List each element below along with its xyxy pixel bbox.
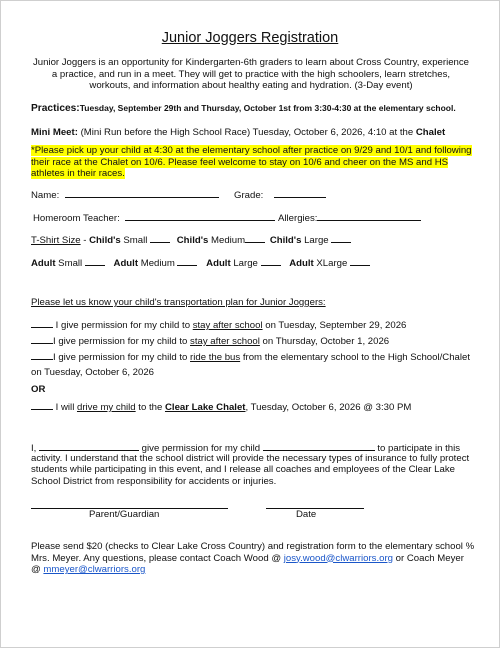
or-label: OR (31, 384, 46, 395)
child-small-size: Small (120, 235, 151, 246)
child-small-blank[interactable] (150, 234, 170, 243)
practices-label: Practices: (31, 103, 80, 114)
transport-heading: Please let us know your child's transportation plan for Junior Joggers: (31, 297, 326, 308)
pickup-note (31, 145, 473, 180)
transport-option-4[interactable] (31, 401, 411, 414)
allergies-label: Allergies: (278, 213, 318, 224)
allergies-field[interactable] (278, 212, 421, 225)
parent-label: Parent/Guardian (89, 509, 160, 520)
name-field[interactable] (31, 189, 219, 202)
tshirt-child-row (31, 234, 351, 247)
adult-small-blank[interactable] (85, 257, 105, 266)
permission-i: I, (31, 443, 37, 454)
adult-xlarge-size: XLarge (313, 258, 351, 269)
option-2-link: stay after school (190, 336, 260, 347)
allergies-blank[interactable] (317, 212, 421, 221)
transport-option-2[interactable] (31, 335, 389, 348)
mini-meet-line (31, 127, 445, 139)
adult-large-blank[interactable] (261, 257, 281, 266)
option-3-line2: on Tuesday, October 6, 2026 (31, 367, 155, 378)
adult-medium-blank[interactable] (177, 257, 197, 266)
adult-large-size: Large (230, 258, 261, 269)
tshirt-adult-row (31, 257, 370, 270)
footer-text-1: Please send $20 (checks to Clear Lake Cross Country) and registration form to the elementary school % Mrs. Meyer. Any questions, please contact Coach Wood @ (31, 541, 475, 564)
option-3-blank[interactable] (31, 351, 53, 360)
page-title: Junior Joggers Registration (161, 30, 339, 46)
adult-small-label: Adult (31, 258, 56, 269)
adult-xlarge-blank[interactable] (350, 257, 370, 266)
adult-small-size: Small (55, 258, 85, 269)
option-1-pre: I give permission for my child to (53, 320, 193, 331)
option-3-post: from the elementary school to the High School/Chalet (240, 352, 471, 363)
name-label: Name: (31, 190, 60, 201)
tshirt-dash: - (80, 235, 90, 246)
footer-paragraph (31, 541, 475, 576)
option-2-post: on Thursday, October 1, 2026 (259, 336, 390, 347)
option-4-mid: to the (135, 402, 165, 413)
parent-name-blank[interactable] (39, 442, 139, 451)
option-1-link: stay after school (192, 320, 263, 331)
intro-paragraph: Junior Joggers is an opportunity for Kindergarten-6th graders to learn about Cross Country, experience a practice, and run in a meet. They will get to practice with the high schoolers, learn stretches, workouts, and information about healthy eating and hydration. (3-Day event) (32, 57, 470, 91)
mini-meet-text: (Mini Run before the High School Race) Tuesday, October 6, 2026, 4:10 at the (77, 127, 416, 138)
adult-medium-size: Medium (138, 258, 178, 269)
option-4-post: , Tuesday, October 6, 2026 @ 3:30 PM (245, 402, 412, 413)
name-blank[interactable] (65, 189, 219, 198)
footer-text-2: or Coach Meyer @ (31, 552, 464, 575)
homeroom-blank[interactable] (125, 212, 275, 221)
grade-blank[interactable] (274, 189, 326, 198)
child-large-blank[interactable] (331, 234, 351, 243)
option-1-blank[interactable] (31, 319, 53, 328)
child-name-blank[interactable] (263, 442, 375, 451)
permission-body: activity. I understand that the school district will provide the necessary types of insurance to fully protect students while participating in this event, and I release all coaches and employees of the Clear Lake School District from responsibility for accidents or injuries. (31, 453, 470, 487)
option-4-link: drive my child (76, 402, 136, 413)
grade-label: Grade: (234, 190, 264, 201)
child-medium-blank[interactable] (245, 234, 265, 243)
practices-line (31, 103, 456, 115)
option-4-place: Clear Lake Chalet (164, 402, 246, 413)
child-small-label: Child's (89, 235, 121, 246)
option-2-pre: I give permission for my child to (53, 336, 191, 347)
permission-participate: to participate in this (374, 443, 461, 454)
transport-option-3[interactable] (31, 351, 470, 364)
tshirt-label: T-Shirt Size (31, 235, 81, 246)
homeroom-field[interactable] (33, 212, 275, 225)
grade-field[interactable] (234, 189, 326, 202)
option-2-blank[interactable] (31, 335, 53, 344)
adult-large-label: Adult (206, 258, 231, 269)
adult-xlarge-label: Adult (289, 258, 314, 269)
option-1-post: on Tuesday, September 29, 2026 (262, 320, 407, 331)
email-link-wood[interactable]: josy.wood@clwarriors.org (283, 552, 393, 564)
practices-text: Tuesday, September 29th and Thursday, October 1st from 3:30-4:30 at the elementary school. (79, 103, 456, 113)
child-large-size: Large (301, 235, 332, 246)
option-4-pre: I will (53, 402, 77, 413)
date-label: Date (296, 509, 317, 520)
adult-medium-label: Adult (113, 258, 139, 269)
child-large-label: Child's (269, 235, 302, 246)
email-link-meyer[interactable]: mmeyer@clwarriors.org (43, 564, 146, 575)
child-medium-size: Medium (208, 235, 246, 246)
transport-option-1[interactable] (31, 319, 406, 332)
option-4-blank[interactable] (31, 401, 53, 410)
child-medium-label: Child's (176, 235, 209, 246)
permission-give: give permission for my child (139, 443, 263, 454)
option-3-link: ride the bus (190, 352, 241, 363)
homeroom-label: Homeroom Teacher: (33, 213, 120, 224)
mini-meet-location: Chalet (415, 127, 446, 138)
option-3-pre: I give permission for my child to (53, 352, 191, 363)
mini-meet-label: Mini Meet: (31, 127, 78, 138)
pickup-note-text: *Please pick up your child at 4:30 at the elementary school after practice on 9/29 and 10/1 and following their race at the Chalet on 10/6. Please feel welcome to stay on 10/6 and cheer on the MS and HS athletes in their races. (31, 145, 472, 180)
